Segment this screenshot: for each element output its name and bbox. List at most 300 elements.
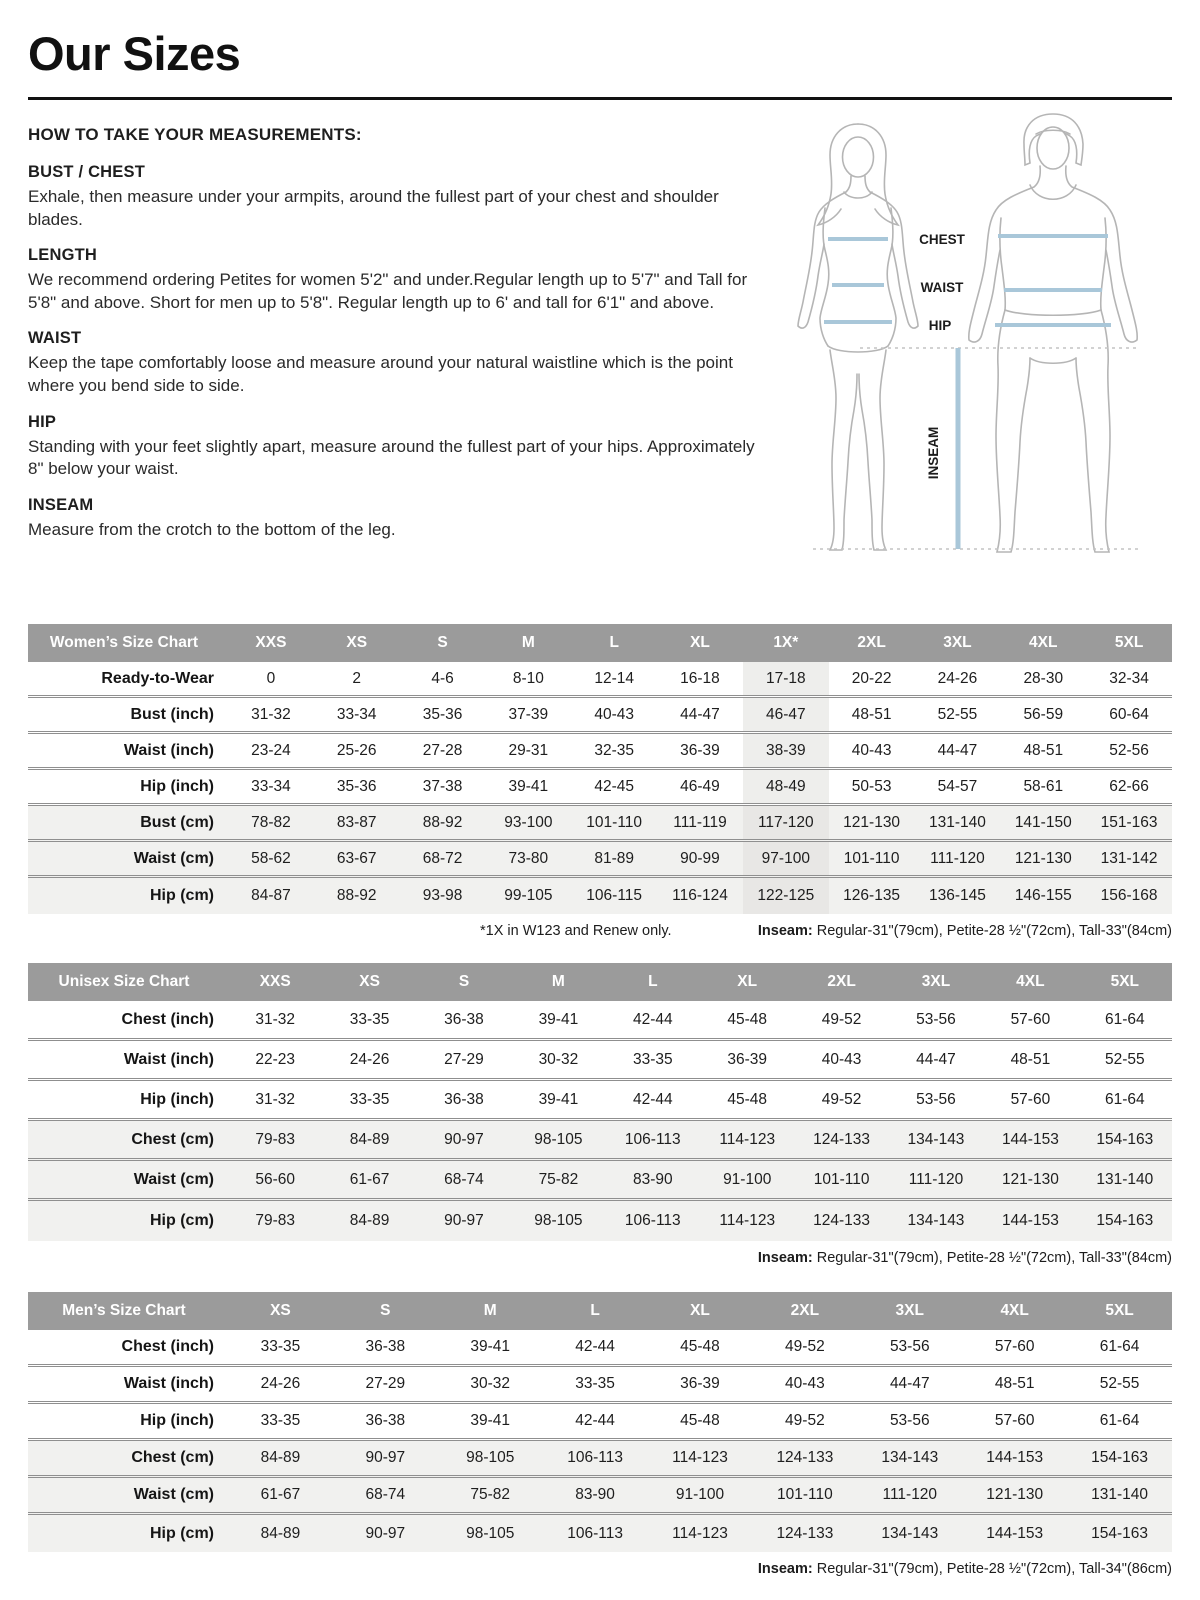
table-row [28, 1161, 1172, 1201]
size-cell: 54-57 [937, 777, 978, 795]
size-cell: 24-26 [260, 1375, 301, 1392]
size-cell: 31-32 [251, 705, 291, 723]
size-cell: 144-153 [1001, 1130, 1059, 1148]
chest-label: CHEST [919, 232, 965, 247]
row-label: Waist (cm) [133, 849, 214, 867]
section-body: Standing with your feet slightly apart, measure around the fullest part of your hips. Approximately 8" below your waist. [28, 436, 755, 479]
size-cell: 84-87 [251, 887, 291, 904]
size-cell: 114-123 [719, 1212, 776, 1229]
size-cell: 52-56 [1109, 741, 1149, 759]
measurement-instructions [28, 100, 1172, 588]
table-body [28, 662, 1172, 914]
size-cell: 97-100 [743, 842, 829, 875]
column-header: L [648, 973, 658, 990]
size-cell: 46-47 [743, 698, 829, 731]
size-cell: 131-140 [929, 813, 986, 831]
size-cell: 84-89 [349, 1212, 390, 1229]
size-cell: 48-51 [1010, 1050, 1051, 1068]
column-header: L [590, 1302, 600, 1319]
size-cell: 117-120 [743, 806, 829, 839]
size-cell: 106-113 [624, 1212, 681, 1229]
size-cell: 154-163 [1096, 1212, 1154, 1229]
size-cell: 49-52 [785, 1338, 825, 1355]
figures-illustration [768, 108, 1172, 572]
size-cell: 33-35 [349, 1010, 390, 1028]
table-row [28, 1515, 1172, 1552]
column-header: XS [346, 634, 368, 651]
table-row [28, 842, 1172, 878]
size-cell: 156-168 [1100, 887, 1158, 904]
size-cell: 28-30 [1023, 669, 1064, 687]
inseam-note-text: Regular-31"(79cm), Petite-28 ½"(72cm), Tall-33"(84cm) [812, 923, 1172, 939]
size-cell: 38-39 [743, 734, 829, 767]
column-header: XS [270, 1302, 291, 1319]
table-row [28, 698, 1172, 734]
table-row [28, 1478, 1172, 1515]
size-cell: 36-39 [680, 741, 720, 759]
size-cell: 121-130 [986, 1486, 1044, 1503]
section-title: WAIST [28, 329, 82, 348]
table-row [28, 1404, 1172, 1441]
instruction-section-hip [28, 413, 773, 481]
size-cell: 131-142 [1100, 849, 1158, 867]
size-cell: 111-120 [930, 849, 985, 867]
waist-label: WAIST [920, 280, 964, 295]
column-header: 5XL [1105, 1302, 1134, 1319]
size-cell: 154-163 [1096, 1130, 1154, 1148]
column-header: S [437, 634, 448, 651]
size-cell: 122-125 [743, 878, 829, 914]
column-header: M [521, 634, 535, 651]
size-cell: 83-90 [632, 1170, 673, 1188]
size-cell: 57-60 [1010, 1010, 1051, 1028]
size-cell: 121-130 [843, 813, 901, 831]
row-label: Chest (cm) [131, 1449, 214, 1466]
size-cell: 106-113 [567, 1449, 623, 1466]
size-cell: 33-35 [632, 1050, 673, 1068]
table-row [28, 662, 1172, 698]
column-header: M [551, 973, 565, 990]
size-cell: 44-47 [680, 705, 720, 723]
size-cell: 68-74 [444, 1170, 484, 1188]
size-cell: 134-143 [881, 1449, 939, 1466]
size-cell: 36-39 [680, 1375, 720, 1392]
size-cell: 39-41 [508, 777, 549, 795]
size-cell: 52-55 [937, 705, 978, 723]
column-header: 2XL [857, 634, 886, 651]
size-cell: 78-82 [251, 813, 291, 831]
inseam-note-label: Inseam: [757, 1250, 813, 1266]
size-cell: 57-60 [1010, 1090, 1051, 1108]
table-header-row [28, 1292, 1172, 1330]
size-cell: 48-49 [743, 770, 829, 803]
size-cell: 84-89 [260, 1449, 301, 1466]
size-cell: 101-110 [777, 1486, 833, 1503]
page-title: Our Sizes [28, 27, 241, 80]
size-cell: 101-110 [843, 849, 900, 867]
table-row [28, 1001, 1172, 1041]
size-cell: 12-14 [594, 669, 634, 687]
size-cell: 44-47 [937, 741, 978, 759]
section-title: BUST / CHEST [28, 163, 145, 181]
size-cell: 114-123 [672, 1449, 728, 1466]
size-cell: 124-133 [813, 1212, 871, 1229]
row-label: Waist (inch) [123, 1050, 214, 1068]
table-title: Unisex Size Chart [58, 973, 190, 990]
size-cell: 79-83 [255, 1212, 296, 1229]
size-cell: 90-99 [680, 849, 720, 867]
size-cell: 58-62 [251, 849, 291, 867]
table-row [28, 1441, 1172, 1478]
row-label: Hip (cm) [150, 1524, 214, 1542]
size-cell: 99-105 [504, 887, 553, 904]
size-cell: 90-97 [365, 1524, 406, 1542]
size-cell: 83-90 [575, 1486, 615, 1503]
size-cell: 144-153 [986, 1524, 1044, 1542]
size-cell: 146-155 [1014, 887, 1072, 904]
section-body: Exhale, then measure under your armpits, around the fullest part of your chest and shoulder blades. [28, 187, 719, 229]
column-header: 4XL [1029, 634, 1058, 651]
womens-size-chart [28, 624, 1172, 914]
size-cell: 106-115 [586, 887, 643, 904]
size-cell: 151-163 [1100, 813, 1158, 831]
size-cell: 30-32 [538, 1050, 579, 1068]
size-cell: 36-38 [444, 1010, 484, 1028]
column-header: 4XL [1000, 1302, 1029, 1319]
size-cell: 121-130 [1014, 849, 1072, 867]
size-cell: 136-145 [929, 887, 986, 904]
size-cell: 90-97 [365, 1449, 406, 1466]
size-cell: 79-83 [255, 1130, 296, 1148]
size-cell: 106-113 [624, 1130, 681, 1148]
size-cell: 30-32 [470, 1375, 511, 1392]
size-cell: 23-24 [251, 741, 291, 759]
size-cell: 50-53 [851, 777, 892, 795]
size-cell: 131-140 [1096, 1170, 1154, 1188]
size-cell: 57-60 [994, 1412, 1035, 1429]
size-cell: 44-47 [889, 1375, 930, 1392]
size-cell: 49-52 [785, 1412, 825, 1429]
row-label: Bust (inch) [130, 705, 214, 723]
column-header: XXS [255, 634, 287, 651]
size-cell: 33-34 [251, 777, 291, 795]
inseam-note-text: Regular-31"(79cm), Petite-28 ½"(72cm), Tall-34"(86cm) [812, 1561, 1172, 1577]
size-cell: 42-44 [632, 1090, 673, 1108]
inseam-note-text: Regular-31"(79cm), Petite-28 ½"(72cm), Tall-33"(84cm) [812, 1250, 1172, 1266]
size-cell: 56-60 [255, 1170, 296, 1188]
column-header: XS [359, 973, 380, 990]
table-row [28, 734, 1172, 770]
size-cell: 62-66 [1109, 777, 1149, 795]
size-cell: 37-39 [508, 705, 549, 723]
row-label: Chest (inch) [121, 1338, 214, 1355]
size-cell: 49-52 [821, 1010, 862, 1028]
size-cell: 27-29 [365, 1375, 406, 1392]
size-cell: 111-119 [673, 813, 727, 831]
row-label: Hip (inch) [140, 777, 214, 795]
size-cell: 49-52 [821, 1090, 862, 1108]
size-cell: 32-35 [594, 741, 634, 759]
size-cell: 39-41 [538, 1090, 579, 1108]
size-cell: 83-87 [336, 813, 377, 831]
size-cell: 134-143 [881, 1524, 939, 1542]
instructions-heading: HOW TO TAKE YOUR MEASUREMENTS: [28, 125, 362, 144]
table-header-row [28, 963, 1172, 1001]
size-cell: 48-51 [851, 705, 892, 723]
size-cell: 33-35 [260, 1412, 301, 1429]
mens-size-chart [28, 1292, 1172, 1552]
size-cell: 37-38 [422, 777, 463, 795]
column-header: 5XL [1114, 634, 1144, 651]
measurement-diagram [768, 108, 1172, 572]
size-cell: 39-41 [470, 1412, 511, 1429]
row-label: Hip (cm) [150, 887, 214, 904]
size-cell: 24-26 [937, 669, 978, 687]
column-header: 2XL [827, 973, 856, 990]
size-cell: 84-89 [349, 1130, 390, 1148]
size-cell: 61-64 [1104, 1010, 1145, 1028]
size-cell: 36-38 [365, 1338, 406, 1355]
table-row [28, 770, 1172, 806]
size-cell: 114-123 [719, 1130, 776, 1148]
size-cell: 98-105 [466, 1524, 515, 1542]
womens-chart-footnotes [28, 923, 1172, 939]
size-cell: 29-31 [508, 741, 549, 759]
size-cell: 42-44 [632, 1010, 673, 1028]
table-body [28, 1330, 1172, 1552]
section-body: We recommend ordering Petites for women 5'2" and under.Regular length up to 5'7" and Tall for 5'8" and above. Short for men up to 5'8". Regular length up to 6' and tall for 6'1" and above. [28, 270, 748, 312]
size-cell: 111-120 [882, 1486, 938, 1503]
size-cell: 32-34 [1109, 669, 1149, 687]
size-cell: 40-43 [785, 1375, 825, 1392]
section-body: Measure from the crotch to the bottom of the leg. [28, 519, 396, 539]
size-cell: 45-48 [727, 1010, 768, 1028]
size-cell: 134-143 [907, 1130, 965, 1148]
section-title: HIP [28, 412, 57, 431]
row-label: Waist (cm) [133, 1170, 214, 1188]
row-label: Chest (inch) [121, 1010, 214, 1028]
size-cell: 42-44 [575, 1338, 615, 1355]
table-body [28, 1001, 1172, 1241]
onex-footnote: *1X in W123 and Renew only. [480, 923, 672, 939]
size-cell: 61-64 [1099, 1412, 1140, 1429]
size-cell: 44-47 [916, 1050, 956, 1068]
column-header: 1X* [773, 634, 799, 651]
size-cell: 61-64 [1104, 1090, 1145, 1108]
table-title: Men’s Size Chart [62, 1302, 186, 1319]
size-cell: 61-67 [260, 1486, 301, 1503]
table-row [28, 1121, 1172, 1161]
column-header: L [609, 634, 619, 651]
instruction-section-length [28, 246, 773, 314]
row-label: Hip (inch) [140, 1412, 214, 1429]
column-header: M [483, 1302, 497, 1319]
size-cell: 58-61 [1023, 777, 1064, 795]
column-header: XXS [259, 973, 291, 990]
size-cell: 36-38 [365, 1412, 406, 1429]
size-cell: 27-29 [444, 1050, 484, 1068]
size-cell: 114-123 [672, 1524, 728, 1542]
size-cell: 39-41 [470, 1338, 511, 1355]
size-cell: 36-38 [444, 1090, 484, 1108]
size-cell: 45-48 [680, 1338, 720, 1355]
size-cell: 27-28 [422, 741, 463, 759]
size-cell: 31-32 [255, 1010, 296, 1028]
size-cell: 124-133 [776, 1524, 834, 1542]
size-cell: 8-10 [512, 669, 544, 687]
inseam-note-label: Inseam: [757, 1561, 813, 1577]
column-header: 3XL [943, 634, 972, 651]
table-row [28, 1367, 1172, 1404]
size-cell: 121-130 [1001, 1170, 1059, 1188]
instructions-column [28, 100, 773, 541]
table-row [28, 1041, 1172, 1081]
size-cell: 40-43 [821, 1050, 862, 1068]
size-cell: 154-163 [1091, 1449, 1148, 1466]
size-cell: 75-82 [538, 1170, 579, 1188]
size-cell: 25-26 [336, 741, 377, 759]
size-cell: 144-153 [1001, 1212, 1059, 1229]
size-cell: 22-23 [255, 1050, 296, 1068]
table-row [28, 878, 1172, 914]
row-label: Waist (cm) [133, 1486, 214, 1503]
table-row [28, 806, 1172, 842]
size-cell: 101-110 [813, 1170, 870, 1188]
size-cell: 48-51 [1023, 741, 1064, 759]
size-cell: 90-97 [444, 1212, 484, 1229]
size-cell: 2 [352, 669, 362, 687]
size-cell: 111-120 [908, 1170, 964, 1188]
size-cell: 126-135 [843, 887, 901, 904]
male-figure [969, 114, 1137, 552]
womens-inseam-note [758, 923, 1172, 939]
column-header: S [458, 973, 470, 990]
measurement-lines [824, 236, 1111, 549]
size-cell: 81-89 [594, 849, 634, 867]
size-cell: 73-80 [508, 849, 549, 867]
table-row [28, 1081, 1172, 1121]
size-cell: 134-143 [907, 1212, 965, 1229]
table-header-row [28, 624, 1172, 662]
unisex-inseam-note [758, 1250, 1172, 1266]
size-cell: 20-22 [851, 669, 892, 687]
column-header: 4XL [1016, 973, 1045, 990]
size-cell: 90-97 [444, 1130, 484, 1148]
size-cell: 46-49 [680, 777, 720, 795]
size-cell: 45-48 [727, 1090, 768, 1108]
size-cell: 63-67 [336, 849, 377, 867]
size-cell: 53-56 [916, 1090, 956, 1108]
size-cell: 124-133 [776, 1449, 834, 1466]
size-cell: 53-56 [889, 1338, 930, 1355]
size-cell: 91-100 [723, 1170, 772, 1188]
size-cell: 88-92 [336, 887, 377, 904]
size-cell: 57-60 [994, 1338, 1035, 1355]
size-cell: 36-39 [727, 1050, 768, 1068]
size-cell: 33-35 [349, 1090, 390, 1108]
section-body: Keep the tape comfortably loose and measure around your natural waistline which is the point where you bend side to side. [28, 353, 733, 396]
size-cell: 68-72 [422, 849, 463, 867]
size-cell: 116-124 [672, 887, 728, 904]
size-cell: 52-55 [1099, 1375, 1140, 1392]
size-cell: 35-36 [422, 705, 463, 723]
size-cell: 35-36 [336, 777, 377, 795]
size-cell: 141-150 [1014, 813, 1072, 831]
size-cell: 52-55 [1104, 1050, 1145, 1068]
column-header: 2XL [790, 1302, 820, 1319]
size-cell: 16-18 [680, 669, 720, 687]
size-cell: 33-34 [336, 705, 377, 723]
mens-inseam-note [758, 1561, 1172, 1577]
size-cell: 106-113 [567, 1524, 623, 1542]
size-cell: 17-18 [743, 662, 829, 695]
size-cell: 33-35 [260, 1338, 301, 1355]
size-cell: 40-43 [851, 741, 892, 759]
column-header: 3XL [895, 1302, 924, 1319]
table-title: Women’s Size Chart [49, 634, 199, 651]
hip-label: HIP [928, 318, 952, 333]
size-cell: 131-140 [1091, 1486, 1148, 1503]
size-cell: 124-133 [813, 1130, 871, 1148]
column-header: XL [737, 973, 758, 990]
size-cell: 88-92 [422, 813, 463, 831]
size-cell: 42-44 [575, 1412, 615, 1429]
section-title: INSEAM [28, 495, 94, 514]
instruction-section-waist [28, 329, 773, 397]
size-cell: 53-56 [916, 1010, 956, 1028]
size-cell: 60-64 [1109, 705, 1149, 723]
inseam-label: INSEAM [926, 426, 941, 480]
row-label: Hip (inch) [140, 1090, 214, 1108]
size-cell: 101-110 [586, 813, 643, 831]
column-header: S [380, 1302, 391, 1319]
inseam-note-label: Inseam: [757, 923, 813, 939]
size-cell: 53-56 [889, 1412, 930, 1429]
column-header: 3XL [921, 973, 951, 990]
size-cell: 4-6 [431, 669, 454, 687]
section-title: LENGTH [28, 246, 98, 265]
size-cell: 84-89 [260, 1524, 301, 1542]
table-row [28, 1330, 1172, 1367]
size-cell: 40-43 [594, 705, 634, 723]
instruction-section-bust-chest [28, 163, 773, 231]
size-cell: 61-64 [1099, 1338, 1140, 1355]
table-row [28, 1201, 1172, 1241]
size-cell: 61-67 [349, 1170, 390, 1188]
size-cell: 93-100 [504, 813, 553, 831]
size-cell: 98-105 [534, 1212, 583, 1229]
size-cell: 154-163 [1091, 1524, 1148, 1542]
size-cell: 93-98 [422, 887, 463, 904]
size-cell: 75-82 [470, 1486, 511, 1503]
instruction-section-inseam [28, 496, 773, 542]
row-label: Hip (cm) [150, 1212, 214, 1229]
female-figure [798, 124, 918, 550]
size-cell: 33-35 [575, 1375, 615, 1392]
row-label: Bust (cm) [140, 813, 214, 831]
size-cell: 45-48 [680, 1412, 720, 1429]
size-cell: 68-74 [365, 1486, 406, 1503]
mens-chart-footnotes [28, 1561, 1172, 1577]
column-header: XL [690, 1302, 710, 1319]
size-cell: 48-51 [994, 1375, 1035, 1392]
row-label: Waist (inch) [123, 1375, 214, 1392]
size-cell: 144-153 [986, 1449, 1044, 1466]
row-label: Ready-to-Wear [101, 669, 214, 687]
column-header: 5XL [1110, 973, 1140, 990]
size-cell: 98-105 [466, 1449, 515, 1466]
column-header: XL [690, 634, 710, 651]
